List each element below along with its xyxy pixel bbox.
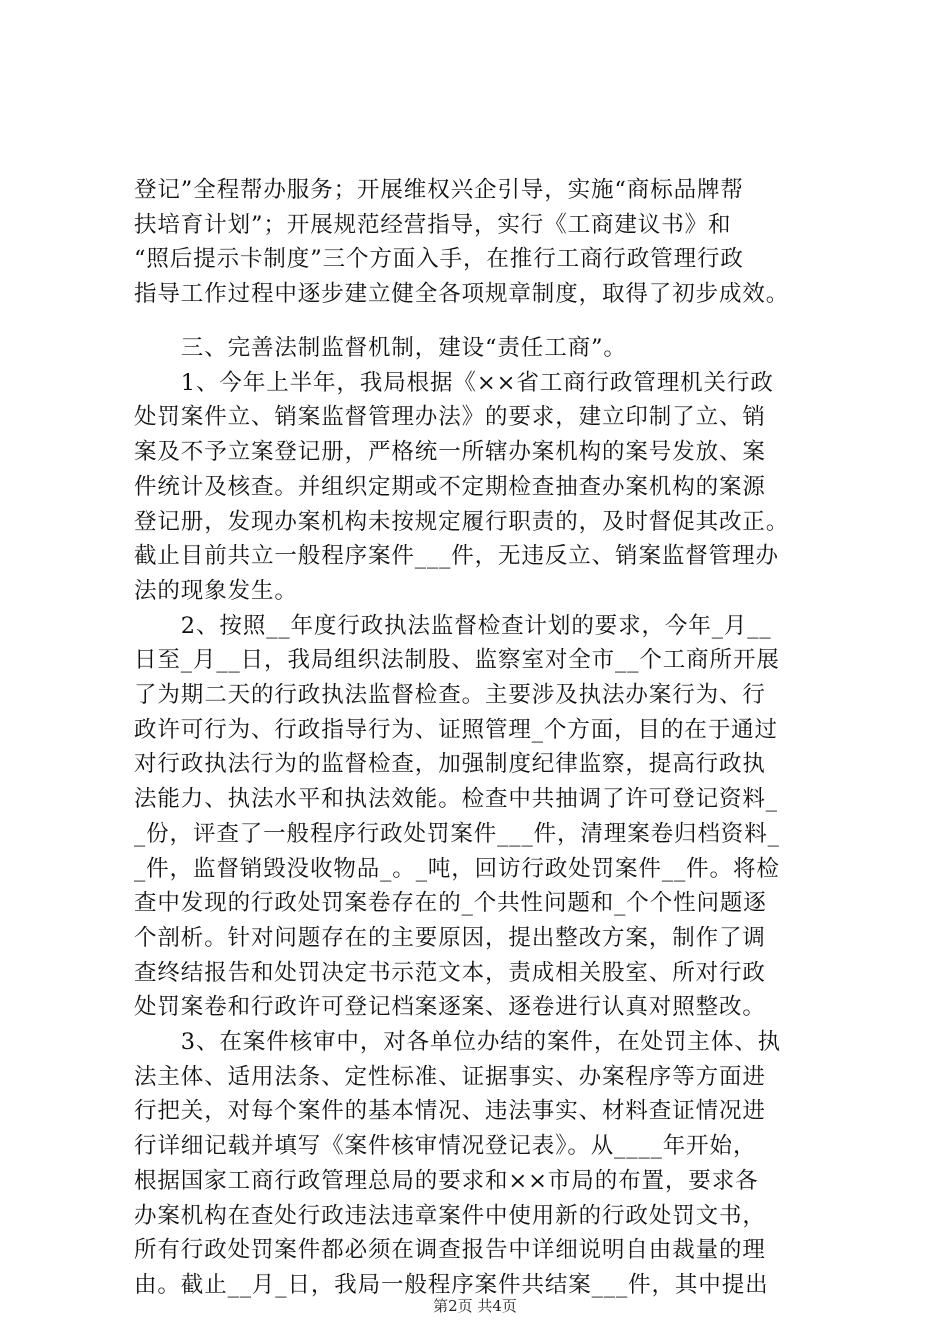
text-line: 查中发现的行政处罚案卷存在的_个共性问题和_个个性问题逐 [134,890,767,917]
text-line: 件统计及核查。并组织定期或不定期检查抽查办案机构的案源 [134,473,766,500]
text-line: 登记册，发现办案机构未按规定履行职责的，及时督促其改正。 [134,508,790,535]
text-line: 对行政执法行为的监督检查，加强制度纪律监察，提高行政执 [134,751,766,778]
text-line: 行把关，对每个案件的基本情况、违法事实、材料查证情况进 [134,1098,766,1125]
text-line: 截止目前共立一般程序案件___件，无违反立、销案监督管理办 [134,543,779,570]
text-line: 根据国家工商行政管理总局的要求和××市局的布置，要求各 [134,1167,759,1194]
text-line: 处罚案卷和行政许可登记档案逐案、逐卷进行认真对照整改。 [134,994,766,1021]
text-line: 3、在案件核审中，对各单位办结的案件，在处罚主体、执 [134,1029,782,1055]
text-line: 扶培育计划”；开展规范经营指导，实行《工商建议书》和 [134,211,732,238]
page-number-footer: 第2页 共4页 [433,1297,517,1315]
text-line: 个剖析。针对问题存在的主要原因，提出整改方案，制作了调 [134,924,766,951]
text-line: 办案机构在查处行政违法违章案件中使用新的行政处罚文书， [134,1202,766,1229]
text-line: 政许可行为、行政指导行为、证照管理_个方面，目的在于通过 [134,716,778,743]
text-line: 行详细记载并填写《案件核审情况登记表》。从____年开始， [134,1133,757,1160]
text-line: 由。截止__月_日，我局一般程序案件共结案___件，其中提出 [134,1271,769,1298]
text-line: 法主体、适用法条、定性标准、证据事实、办案程序等方面进 [134,1063,766,1090]
text-line: 了为期二天的行政执法监督检查。主要涉及执法办案行为、行 [134,682,766,708]
text-line: 指导工作过程中逐步建立健全各项规章制度，取得了初步成效。 [134,281,790,308]
text-line: 2、按照__年度行政执法监督检查计划的要求，今年_月__ [134,612,772,639]
text-line: 日至_月__日，我局组织法制股、监察室对全市__个工商所开展 [134,647,780,674]
text-line: “照后提示卡制度”三个方面入手，在推行工商行政管理行政 [134,246,744,273]
text-line: 查终结报告和处罚决定书示范文本，责成相关股室、所对行政 [134,959,766,986]
text-line: 所有行政处罚案件都必须在调查报告中详细说明自由裁量的理 [134,1237,766,1264]
text-line: _件，监督销毁没收物品_。_吨，回访行政处罚案件__件。将检 [134,855,780,882]
text-line: 法的现象发生。 [134,577,298,604]
text-line: _份，评查了一般程序行政处罚案件___件，清理案卷归档资料_ [134,820,780,847]
text-line: 法能力、执法水平和执法效能。检查中共抽调了许可登记资料_ [134,786,778,813]
section-heading: 三、完善法制监督机制，建设“责任工商”。 [134,335,627,361]
text-line: 1、今年上半年，我局根据《××省工商行政管理机关行政 [134,369,774,396]
text-line: 登记”全程帮办服务；开展维权兴企引导，实施“商标品牌帮 [134,177,744,203]
text-line: 案及不予立案登记册，严格统一所辖办案机构的案号发放、案 [134,439,766,466]
text-line: 处罚案件立、销案监督管理办法》的要求，建立印制了立、销 [134,404,766,431]
